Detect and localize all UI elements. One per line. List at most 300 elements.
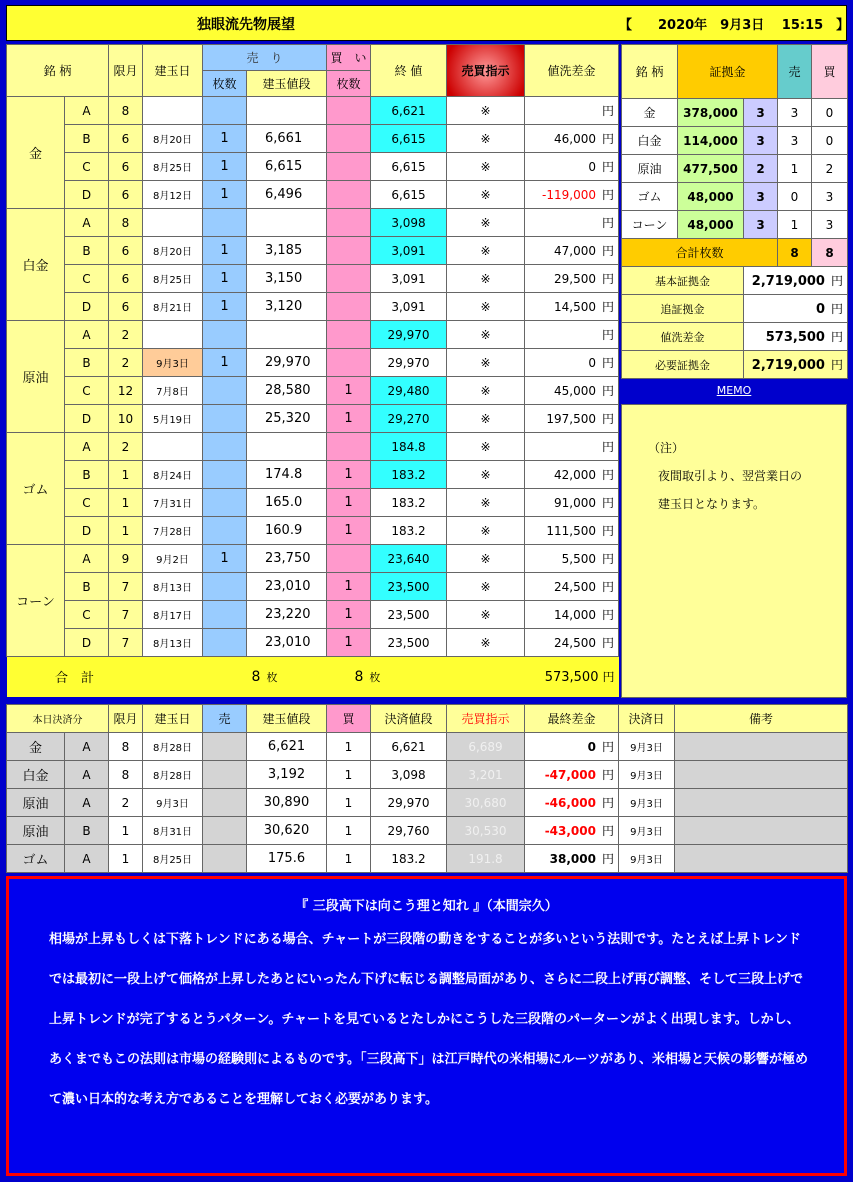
- close-price: 183.2: [371, 461, 447, 489]
- buy-count: 1: [327, 461, 371, 489]
- entry-price: 25,320: [247, 405, 327, 433]
- close-price: 183.2: [371, 517, 447, 545]
- buy-count: [327, 545, 371, 573]
- close-price: 183.2: [371, 489, 447, 517]
- entry-date: [143, 433, 203, 461]
- mark-to-market: [525, 573, 619, 601]
- entry-price: 6,615: [247, 153, 327, 181]
- margin-total-sell: 8: [778, 239, 812, 267]
- margin-buy: 0: [812, 127, 848, 155]
- settled-price: 6,621: [371, 733, 447, 761]
- memo-line-1: 夜間取引より、翌営業日の: [658, 469, 803, 483]
- entry-price: 3,150: [247, 265, 327, 293]
- settled-final-diff: [525, 845, 619, 873]
- margin-amount: 48,000: [678, 183, 744, 211]
- margin-commodity: 金: [622, 99, 678, 127]
- trade-signal: ※: [447, 405, 525, 433]
- col-nearai-sakin: 値洗差金: [525, 45, 619, 97]
- mark-to-market: [525, 545, 619, 573]
- contract-month: 6: [109, 265, 143, 293]
- yen-unit: 円: [601, 440, 614, 454]
- contract-letter: A: [65, 321, 109, 349]
- contract-letter: D: [65, 629, 109, 657]
- settled-date: 9月3日: [619, 845, 675, 873]
- margin-summary-label: 値洗差金: [622, 323, 744, 351]
- mark-to-market: [525, 517, 619, 545]
- quote-box: [6, 876, 847, 1176]
- contract-month: 2: [109, 433, 143, 461]
- settled-final-diff: [525, 733, 619, 761]
- buy-count: 1: [327, 489, 371, 517]
- mark-to-market-value: 111,500: [546, 524, 596, 538]
- contract-letter: D: [65, 517, 109, 545]
- total-row: [7, 657, 619, 697]
- entry-price: 6,661: [247, 125, 327, 153]
- contract-month: 6: [109, 293, 143, 321]
- margin-summary-amount: 573,500: [765, 330, 825, 345]
- buy-count: [327, 209, 371, 237]
- settled-signal: 191.8: [447, 845, 525, 873]
- margin-summary-row: [622, 267, 848, 295]
- sell-count: 1: [203, 545, 247, 573]
- margin-commodity: コーン: [622, 211, 678, 239]
- settled-commodity: 白金: [7, 761, 65, 789]
- trade-signal: ※: [447, 97, 525, 125]
- commodity-name: 白金: [7, 209, 65, 321]
- contract-month: 10: [109, 405, 143, 433]
- position-row: [7, 601, 619, 629]
- margin-summary-label: 必要証拠金: [622, 351, 744, 379]
- settled-signal: 6,689: [447, 733, 525, 761]
- sell-count: [203, 629, 247, 657]
- settled-commodity: 金: [7, 733, 65, 761]
- entry-price: 3,185: [247, 237, 327, 265]
- settled-contract-month: 2: [109, 789, 143, 817]
- margin-amount: 378,000: [678, 99, 744, 127]
- commodity-name: ゴム: [7, 433, 65, 545]
- settled-signal: 3,201: [447, 761, 525, 789]
- yen-unit: 円: [601, 468, 614, 482]
- settled-signal: 30,530: [447, 817, 525, 845]
- margin-row: [622, 211, 848, 239]
- sell-count: [203, 489, 247, 517]
- entry-price: 6,496: [247, 181, 327, 209]
- close-price: 6,615: [371, 181, 447, 209]
- settled-entry-date: 8月28日: [143, 761, 203, 789]
- sell-count: 1: [203, 237, 247, 265]
- contract-month: 7: [109, 573, 143, 601]
- mark-to-market: [525, 349, 619, 377]
- yen-unit: 円: [830, 274, 843, 288]
- position-row: [7, 377, 619, 405]
- margin-col-meigara: 銘 柄: [622, 45, 678, 99]
- contract-letter: D: [65, 293, 109, 321]
- sell-count: [203, 209, 247, 237]
- settled-row: [7, 817, 848, 845]
- buy-count: [327, 97, 371, 125]
- settled-col-biko: 備考: [675, 705, 848, 733]
- trade-signal: ※: [447, 181, 525, 209]
- settled-sell: [203, 817, 247, 845]
- settled-col-tategyoku-nedan: 建玉値段: [247, 705, 327, 733]
- mark-to-market: [525, 433, 619, 461]
- contract-letter: D: [65, 181, 109, 209]
- settled-final-diff-value: 0: [587, 740, 596, 754]
- settled-sell: [203, 761, 247, 789]
- mark-to-market: [525, 461, 619, 489]
- settled-entry-price: 30,890: [247, 789, 327, 817]
- trade-signal: ※: [447, 349, 525, 377]
- trade-signal: ※: [447, 321, 525, 349]
- contract-letter: C: [65, 377, 109, 405]
- margin-summary-value: [744, 351, 848, 379]
- settled-entry-price: 30,620: [247, 817, 327, 845]
- buy-count: 1: [327, 601, 371, 629]
- margin-lots: 3: [744, 127, 778, 155]
- margin-buy: 2: [812, 155, 848, 183]
- margin-total-row: [622, 239, 848, 267]
- margin-sell: 3: [778, 99, 812, 127]
- mark-to-market: [525, 377, 619, 405]
- settled-table: [6, 704, 848, 873]
- settled-final-diff-value: -47,000: [544, 768, 596, 782]
- entry-price: [247, 433, 327, 461]
- position-row: [7, 321, 619, 349]
- settled-buy: 1: [327, 789, 371, 817]
- settled-sell: [203, 789, 247, 817]
- margin-buy: 3: [812, 211, 848, 239]
- settled-contract-month: 1: [109, 817, 143, 845]
- position-row: [7, 209, 619, 237]
- sell-count: 1: [203, 125, 247, 153]
- margin-lots: 3: [744, 99, 778, 127]
- yen-unit: 円: [601, 384, 614, 398]
- settled-contract-letter: B: [65, 817, 109, 845]
- entry-date: 8月20日: [143, 237, 203, 265]
- position-row: [7, 349, 619, 377]
- col-owarine: 終 値: [371, 45, 447, 97]
- memo-line-2: 建玉日となります。: [658, 497, 766, 511]
- settled-col-tategyokubi: 建玉日: [143, 705, 203, 733]
- margin-col-uri: 売: [778, 45, 812, 99]
- buy-count: [327, 181, 371, 209]
- settled-date: 9月3日: [619, 789, 675, 817]
- settled-contract-month: 8: [109, 733, 143, 761]
- mark-to-market: [525, 209, 619, 237]
- entry-date: 8月21日: [143, 293, 203, 321]
- yen-unit: 円: [601, 768, 614, 782]
- settled-remarks: [675, 817, 848, 845]
- contract-letter: C: [65, 601, 109, 629]
- margin-panel: [621, 44, 848, 379]
- trade-signal: ※: [447, 377, 525, 405]
- sell-count: 1: [203, 265, 247, 293]
- entry-date: 8月20日: [143, 125, 203, 153]
- sell-count: [203, 461, 247, 489]
- margin-summary-value: [744, 295, 848, 323]
- entry-price: 165.0: [247, 489, 327, 517]
- contract-month: 7: [109, 629, 143, 657]
- settled-commodity: 原油: [7, 789, 65, 817]
- contract-month: 8: [109, 97, 143, 125]
- margin-row: [622, 99, 848, 127]
- contract-letter: D: [65, 405, 109, 433]
- mark-to-market: [525, 601, 619, 629]
- settled-panel: [6, 704, 848, 873]
- commodity-name: 原油: [7, 321, 65, 433]
- total-diff-value: 573,500: [544, 670, 599, 686]
- buy-count: 1: [327, 629, 371, 657]
- trade-signal: ※: [447, 265, 525, 293]
- mark-to-market-value: 46,000: [553, 132, 596, 146]
- sell-count: [203, 321, 247, 349]
- memo-box: [621, 404, 847, 698]
- memo-header: [621, 378, 847, 404]
- sell-count: 1: [203, 293, 247, 321]
- position-row: [7, 125, 619, 153]
- quote-title: 『 三段高下は向こう理と知れ 』（本間宗久）: [295, 899, 558, 914]
- entry-price: 23,010: [247, 629, 327, 657]
- mark-to-market: [525, 237, 619, 265]
- entry-price: 28,580: [247, 377, 327, 405]
- mark-to-market: [525, 321, 619, 349]
- yen-unit: 円: [601, 160, 614, 174]
- margin-lots: 3: [744, 211, 778, 239]
- entry-date: 7月8日: [143, 377, 203, 405]
- position-row: [7, 237, 619, 265]
- col-sell-count: 枚数: [203, 71, 247, 97]
- yen-unit: 円: [601, 216, 614, 230]
- contract-month: 7: [109, 601, 143, 629]
- mark-to-market-value: 29,500: [553, 272, 596, 286]
- settled-col-kessaibi: 決済日: [619, 705, 675, 733]
- trade-signal: ※: [447, 573, 525, 601]
- settled-final-diff-value: 38,000: [549, 852, 596, 866]
- close-price: 29,480: [371, 377, 447, 405]
- entry-date: [143, 97, 203, 125]
- settled-buy: 1: [327, 817, 371, 845]
- total-buy: [327, 657, 447, 697]
- settled-col-uri: 売: [203, 705, 247, 733]
- buy-count: [327, 125, 371, 153]
- contract-month: 1: [109, 489, 143, 517]
- yen-unit: 円: [830, 330, 843, 344]
- contract-letter: C: [65, 153, 109, 181]
- margin-summary-amount: 2,719,000: [751, 274, 825, 289]
- settled-price: 3,098: [371, 761, 447, 789]
- margin-commodity: ゴム: [622, 183, 678, 211]
- settled-contract-letter: A: [65, 789, 109, 817]
- settled-final-diff: [525, 789, 619, 817]
- settled-final-diff: [525, 817, 619, 845]
- settled-contract-letter: A: [65, 845, 109, 873]
- margin-sell: 0: [778, 183, 812, 211]
- commodity-name: コーン: [7, 545, 65, 657]
- margin-col-shokokin: 証拠金: [678, 45, 778, 99]
- mark-to-market-value: 197,500: [546, 412, 596, 426]
- settled-price: 29,760: [371, 817, 447, 845]
- col-gengetsu: 限月: [109, 45, 143, 97]
- trade-signal: ※: [447, 517, 525, 545]
- yen-unit: 円: [601, 608, 614, 622]
- margin-total-buy: 8: [812, 239, 848, 267]
- entry-date: 7月28日: [143, 517, 203, 545]
- sell-count: 1: [203, 153, 247, 181]
- close-price: 23,640: [371, 545, 447, 573]
- col-buy-count: 枚数: [327, 71, 371, 97]
- settled-date: 9月3日: [619, 733, 675, 761]
- margin-sell: 3: [778, 127, 812, 155]
- yen-unit: 円: [601, 636, 614, 650]
- mark-to-market-value: -119,000: [542, 188, 596, 202]
- mark-to-market: [525, 181, 619, 209]
- contract-letter: A: [65, 209, 109, 237]
- settled-final-diff: [525, 761, 619, 789]
- settled-buy: 1: [327, 761, 371, 789]
- buy-count: 1: [327, 517, 371, 545]
- contract-letter: B: [65, 573, 109, 601]
- position-row: [7, 97, 619, 125]
- sell-count: [203, 433, 247, 461]
- settled-signal: 30,680: [447, 789, 525, 817]
- settled-final-diff-value: -46,000: [544, 796, 596, 810]
- yen-unit: 円: [601, 272, 614, 286]
- settled-row: [7, 789, 848, 817]
- yen-unit: 円: [601, 796, 614, 810]
- contract-month: 2: [109, 349, 143, 377]
- margin-row: [622, 155, 848, 183]
- buy-count: 1: [327, 405, 371, 433]
- settled-sell: [203, 733, 247, 761]
- buy-count: 1: [327, 377, 371, 405]
- entry-date: 8月25日: [143, 265, 203, 293]
- settled-entry-price: 3,192: [247, 761, 327, 789]
- entry-date: 7月31日: [143, 489, 203, 517]
- margin-row: [622, 127, 848, 155]
- yen-unit: 円: [601, 412, 614, 426]
- datetime: 【 2020年 9月3日 15:15 】: [619, 18, 850, 33]
- memo-note-label: （注）: [648, 441, 685, 455]
- close-price: 3,091: [371, 293, 447, 321]
- mark-to-market-value: 91,000: [553, 496, 596, 510]
- yen-unit: 円: [601, 852, 614, 866]
- buy-count: [327, 433, 371, 461]
- settled-col-gengetsu: 限月: [109, 705, 143, 733]
- settled-col-title: 本日決済分: [7, 705, 109, 733]
- yen-unit: 円: [601, 132, 614, 146]
- total-buy-count: 8: [354, 668, 364, 685]
- mark-to-market-value: 24,500: [553, 636, 596, 650]
- trade-signal: ※: [447, 153, 525, 181]
- entry-date: 9月3日: [143, 349, 203, 377]
- contract-letter: C: [65, 489, 109, 517]
- settled-date: 9月3日: [619, 761, 675, 789]
- sell-count: 1: [203, 349, 247, 377]
- col-baibai-shiji: 売買指示: [447, 45, 525, 97]
- close-price: 3,091: [371, 265, 447, 293]
- mark-to-market: [525, 125, 619, 153]
- position-row: [7, 489, 619, 517]
- close-price: 23,500: [371, 573, 447, 601]
- close-price: 6,615: [371, 153, 447, 181]
- entry-price: 23,220: [247, 601, 327, 629]
- sell-count: [203, 573, 247, 601]
- total-buy-unit: 枚: [369, 670, 381, 684]
- margin-commodity: 白金: [622, 127, 678, 155]
- mark-to-market: [525, 265, 619, 293]
- entry-date: 8月24日: [143, 461, 203, 489]
- margin-sell: 1: [778, 155, 812, 183]
- margin-total-label: 合計枚数: [622, 239, 778, 267]
- memo-link[interactable]: MEMO: [716, 384, 752, 397]
- margin-table: [621, 44, 848, 379]
- mark-to-market: [525, 293, 619, 321]
- margin-amount: 48,000: [678, 211, 744, 239]
- buy-count: 1: [327, 573, 371, 601]
- mark-to-market-value: 45,000: [553, 384, 596, 398]
- yen-unit: 円: [601, 496, 614, 510]
- contract-month: 1: [109, 461, 143, 489]
- settled-remarks: [675, 789, 848, 817]
- settled-sell: [203, 845, 247, 873]
- mark-to-market-value: 0: [588, 356, 596, 370]
- position-row: [7, 153, 619, 181]
- yen-unit: 円: [601, 740, 614, 754]
- sell-count: [203, 97, 247, 125]
- settled-contract-letter: A: [65, 733, 109, 761]
- position-row: [7, 629, 619, 657]
- entry-price: 174.8: [247, 461, 327, 489]
- trade-signal: ※: [447, 545, 525, 573]
- entry-date: 8月12日: [143, 181, 203, 209]
- close-price: 6,615: [371, 125, 447, 153]
- trade-signal: ※: [447, 237, 525, 265]
- close-price: 29,970: [371, 321, 447, 349]
- entry-date: 5月19日: [143, 405, 203, 433]
- total-sell: [143, 657, 327, 697]
- position-row: [7, 433, 619, 461]
- close-price: 6,621: [371, 97, 447, 125]
- contract-month: 6: [109, 237, 143, 265]
- contract-letter: A: [65, 433, 109, 461]
- margin-summary-label: 基本証拠金: [622, 267, 744, 295]
- settled-price: 29,970: [371, 789, 447, 817]
- quote-body: 相場が上昇もしくは下落トレンドにある場合、チャートが三段階の動きをすることが多いという法則です。たとえば上昇トレンドでは最初に一段上げて価格が上昇したあとにいったん下げに転じる調整局面があり、さらに二段上げ再び調整、そして三段上げで上昇トレンドが完了するとうパターン。チャートを見ているとたしかにこうした三段階のパーターンがよく出現します。しかし、あくまでもこの法則は市場の経験則によるものです。「三段高下」は江戸時代の米相場にルーツがあり、米相場と天候の影響が極めて濃い日本的な考え方であることを理解しておく必要があります。: [49, 932, 808, 1107]
- total-sell-unit: 枚: [266, 670, 278, 684]
- contract-letter: B: [65, 349, 109, 377]
- entry-price: 3,120: [247, 293, 327, 321]
- position-row: [7, 181, 619, 209]
- contract-month: 6: [109, 125, 143, 153]
- contract-letter: A: [65, 545, 109, 573]
- settled-row: [7, 733, 848, 761]
- settled-price: 183.2: [371, 845, 447, 873]
- position-row: [7, 517, 619, 545]
- col-kai: 買 い: [327, 45, 371, 71]
- contract-letter: A: [65, 97, 109, 125]
- page-title: 独眼流先物展望: [197, 17, 295, 33]
- sell-count: 1: [203, 181, 247, 209]
- margin-summary-row: [622, 351, 848, 379]
- mark-to-market-value: 0: [588, 160, 596, 174]
- contract-month: 1: [109, 517, 143, 545]
- position-row: [7, 265, 619, 293]
- margin-buy: 3: [812, 183, 848, 211]
- position-row: [7, 573, 619, 601]
- yen-unit: 円: [601, 824, 614, 838]
- settled-row: [7, 761, 848, 789]
- buy-count: [327, 237, 371, 265]
